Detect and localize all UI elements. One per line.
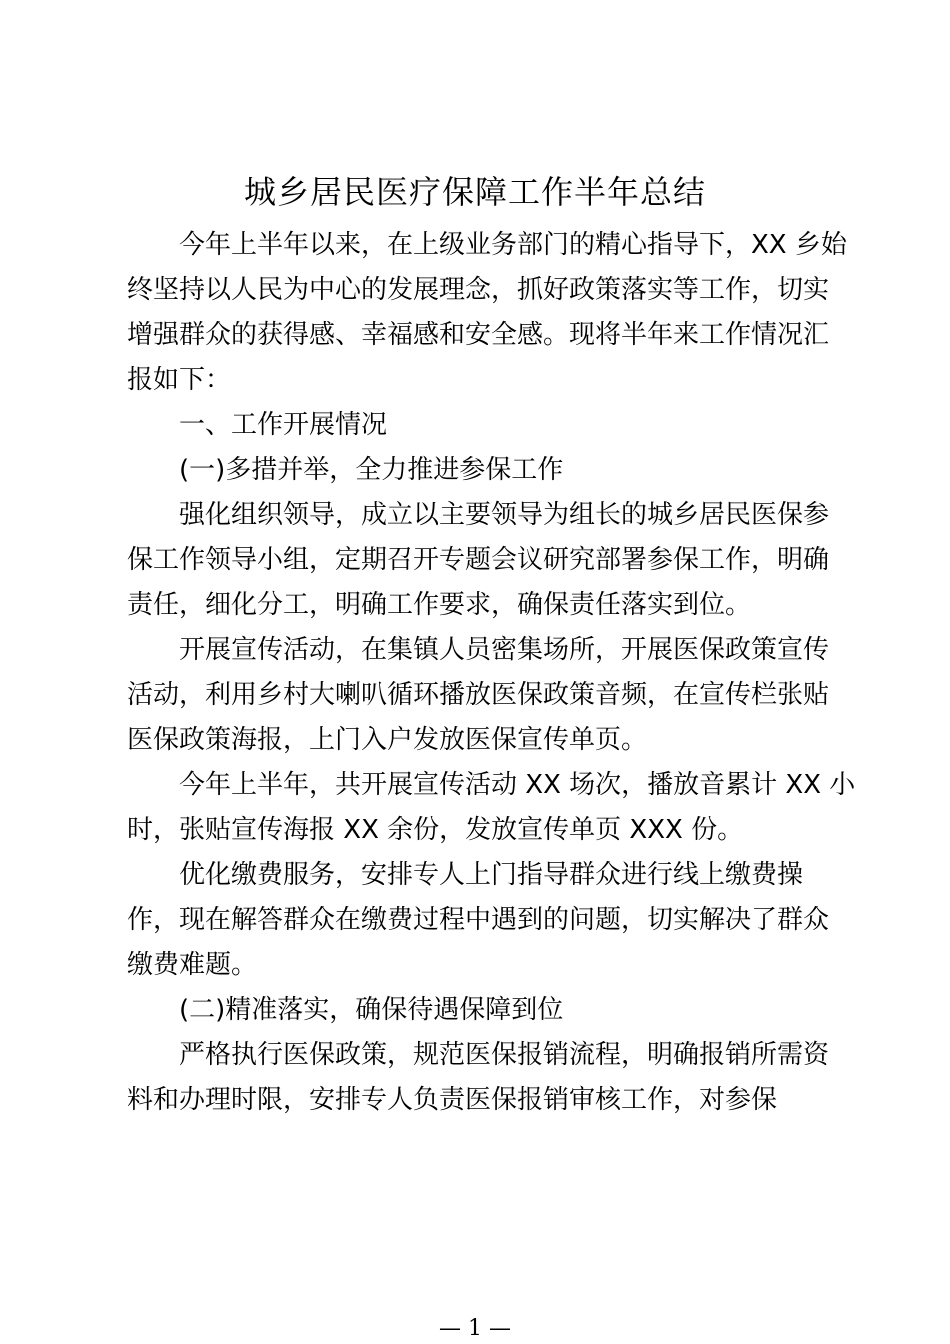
paragraph-line: 保工作领导小组，定期召开专题会议研究部署参保工作，明确 bbox=[127, 545, 830, 575]
paragraph-line: 料和办理时限，安排专人负责医保报销审核工作，对参保 bbox=[127, 1085, 778, 1115]
paragraph-line: 今年上半年，共开展宣传活动 XX 场次，播放音累计 XX 小 bbox=[179, 770, 856, 800]
section-heading: 一、工作开展情况 bbox=[179, 410, 388, 440]
paragraph-line: 今年上半年以来，在上级业务部门的精心指导下，XX 乡始 bbox=[179, 230, 847, 260]
page-number: — 1 — bbox=[439, 1316, 511, 1341]
paragraph-line: 强化组织领导，成立以主要领导为组长的城乡居民医保参 bbox=[179, 500, 830, 530]
paragraph-line: 严格执行医保政策，规范医保报销流程，明确报销所需资 bbox=[179, 1040, 830, 1070]
paragraph-line: 作，现在解答群众在缴费过程中遇到的问题，切实解决了群众 bbox=[127, 905, 830, 935]
document-title: 城乡居民医疗保障工作半年总结 bbox=[243, 173, 706, 211]
paragraph-line: 医保政策海报，上门入户发放医保宣传单页。 bbox=[127, 725, 648, 755]
paragraph-line: 时，张贴宣传海报 XX 余份，发放宣传单页 XXX 份。 bbox=[127, 815, 744, 845]
paragraph-line: 责任，细化分工，明确工作要求，确保责任落实到位。 bbox=[127, 590, 752, 620]
paragraph-line: 活动，利用乡村大喇叭循环播放医保政策音频，在宣传栏张贴 bbox=[127, 680, 830, 710]
paragraph-line: 开展宣传活动，在集镇人员密集场所，开展医保政策宣传 bbox=[179, 635, 830, 665]
paragraph-line: 优化缴费服务，安排专人上门指导群众进行线上缴费操 bbox=[179, 860, 804, 890]
subsection-heading: (二)精准落实，确保待遇保障到位 bbox=[179, 995, 564, 1025]
paragraph-line: 报如下： bbox=[127, 365, 232, 395]
subsection-heading: (一)多措并举，全力推进参保工作 bbox=[179, 455, 564, 485]
paragraph-line: 缴费难题。 bbox=[127, 950, 258, 980]
paragraph-line: 终坚持以人民为中心的发展理念，抓好政策落实等工作，切实 bbox=[127, 275, 830, 305]
paragraph-line: 增强群众的获得感、幸福感和安全感。现将半年来工作情况汇 bbox=[127, 320, 830, 350]
